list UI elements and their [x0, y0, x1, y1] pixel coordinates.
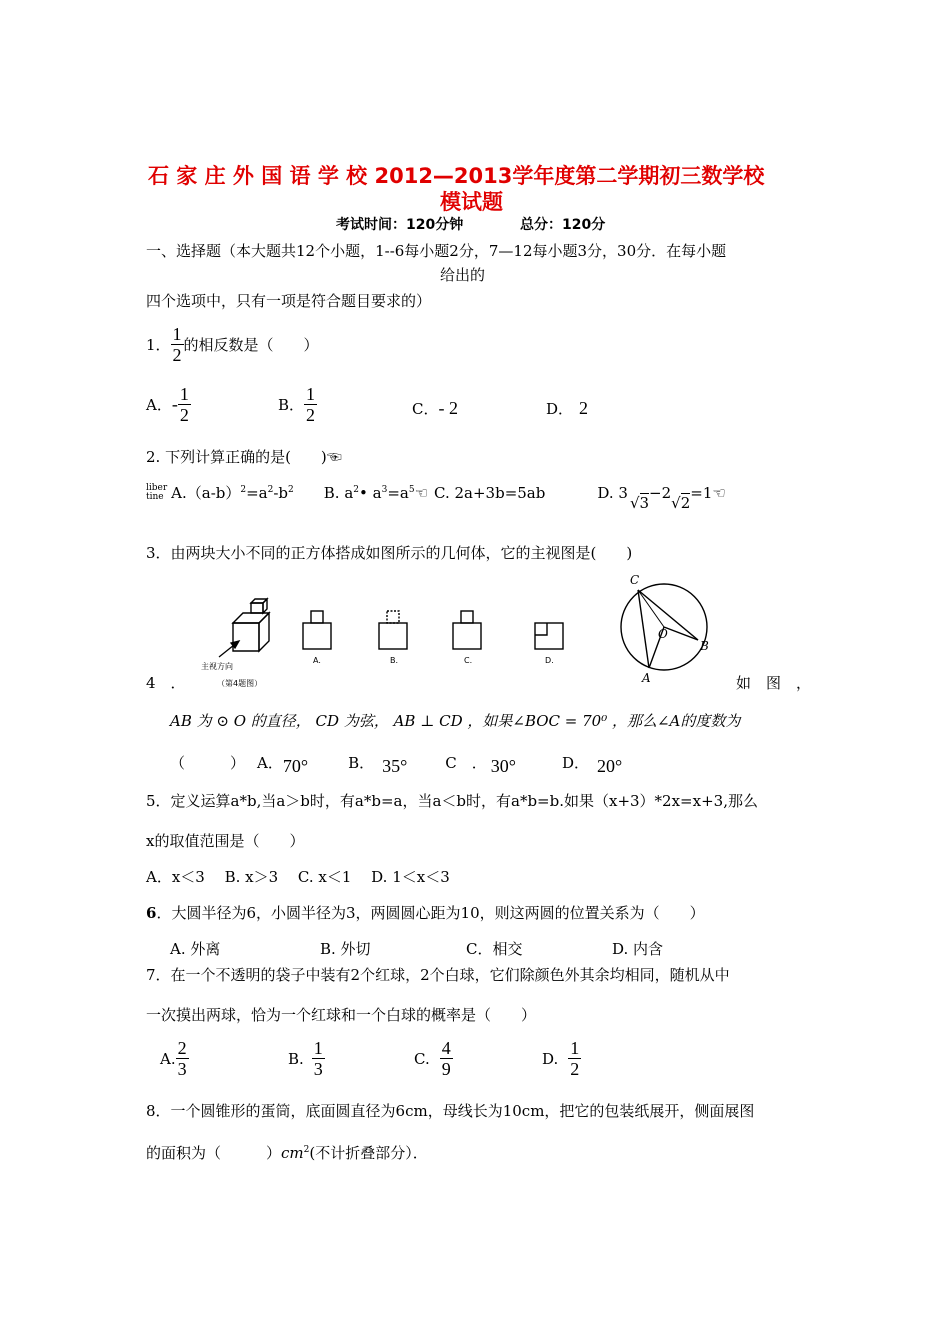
q2-d-r1: 3 [639, 493, 650, 512]
question-3-stem: 3．由两块大小不同的正方体搭成如图所示的几何体，它的主视图是( ) [146, 544, 633, 562]
q7-a-num: 2 [177, 1038, 187, 1058]
question-6 [146, 902, 705, 923]
q2-option-d [597, 483, 726, 512]
total-score: 总分：120分 [520, 217, 606, 233]
section-intro-line3: 四个选项中，只有一项是符合题目要求的） [146, 292, 432, 310]
q8-line2a: 的面积为（ ） [146, 1144, 282, 1162]
section-intro-line1: 一、选择题（本大题共12个小题，1--6每小题2分，7—12每小题3分，30分．在每小题 [146, 242, 727, 260]
q7-c-fraction [440, 1038, 453, 1079]
q4-ru-tu: 如 图 ， [736, 674, 812, 692]
q1-b-label: B． [278, 396, 305, 414]
q3-figure [195, 595, 585, 690]
q3-option-a-label: A. [313, 656, 321, 665]
q2-d-mid: −2 [649, 483, 672, 502]
point-a-label: A [642, 671, 651, 685]
q1-c-value: - 2 [438, 398, 458, 418]
q1-fraction [171, 324, 184, 365]
q4-c-value: 30° [490, 756, 516, 776]
q1-a-den: 2 [179, 405, 189, 425]
q7-a-label: A. [160, 1049, 176, 1068]
q3-option-b-shape [379, 611, 407, 649]
q4-d-value: 20° [597, 756, 623, 776]
q2-stem: 2. 下列计算正确的是( ) [146, 448, 327, 466]
q3-option-c-shape [453, 611, 481, 649]
page-title: 石 家 庄 外 国 语 学 校 2012—2013学年度第二学期初三数学校 [148, 164, 765, 188]
chord-cb [638, 590, 698, 640]
q6-option-c: C．相交 [466, 940, 523, 958]
q7-option-d [542, 1038, 581, 1079]
liber-bot: tine [146, 491, 164, 502]
hand-pointer-icon: ☜ [414, 483, 429, 502]
q2-d-root1: √3 [629, 493, 650, 512]
q4-c-label: C ． [445, 754, 487, 772]
q2-a-text: A.（a-b） [171, 484, 241, 502]
point-o-label: O [658, 627, 668, 641]
q3-option-d-label: D. [545, 656, 554, 665]
q6-number: 6 [146, 904, 157, 922]
q7-d-num: 1 [570, 1038, 580, 1058]
q1-frac-den: 2 [172, 345, 182, 365]
q7-option-a [160, 1038, 189, 1079]
q2-a-tail2: -b [273, 484, 289, 502]
q1-frac-num: 1 [172, 324, 182, 344]
q4-options [170, 752, 623, 776]
q4-number: 4 ． [146, 674, 186, 692]
q2-d-tail: =1 [690, 483, 713, 502]
q2-a-sup1: 2 [240, 485, 247, 495]
q7-c-den: 9 [441, 1059, 451, 1079]
q1-d-value: 2 [579, 398, 589, 418]
q1-option-a [146, 384, 191, 425]
q5-options: A．x＜3 B. x＞3 C. x＜1 D. 1＜x＜3 [146, 868, 450, 886]
q7-b-den: 3 [313, 1059, 323, 1079]
q6-stem: ．大圆半径为6，小圆半径为3，两圆圆心距为10，则这两圆的位置关系为（ ） [156, 904, 705, 922]
q2-d-text: D. 3 [597, 483, 628, 502]
q1-b-den: 2 [306, 405, 316, 425]
q7-a-den: 3 [177, 1059, 187, 1079]
q3-option-c-label: C. [464, 656, 473, 665]
q2-b-sup1: 2 [353, 484, 360, 495]
q2-b-text: B. a [323, 483, 354, 502]
q7-d-fraction [568, 1038, 581, 1079]
q1-option-b [278, 384, 317, 425]
q8-unit: cm [281, 1144, 304, 1162]
q1-a-label: A． [146, 396, 172, 414]
q7-d-den: 2 [570, 1059, 580, 1079]
q7-a-fraction [176, 1038, 189, 1079]
q8-line1: 8．一个圆锥形的蛋筒，底面圆直径为6cm，母线长为10cm，把它的包装纸展开，侧面展图 [146, 1102, 755, 1120]
q3-option-d-shape [535, 623, 563, 649]
q7-b-num: 1 [313, 1038, 323, 1058]
q2-a-sup3: 2 [288, 485, 294, 495]
question-2-options [146, 482, 726, 512]
q2-d-root2: √2 [671, 493, 691, 512]
q4-b-label: B． [348, 754, 375, 772]
q7-c-num: 4 [441, 1038, 451, 1058]
q3-figure-caption: （第4题图） [217, 679, 263, 688]
view-direction-label: 主视方向 [201, 662, 233, 671]
q1-c-label: C． [412, 400, 439, 418]
q3-option-b-label: B. [390, 656, 399, 665]
q7-d-label: D. [542, 1049, 559, 1068]
q4-a-value: 70° [282, 756, 309, 776]
segment-ob [664, 627, 698, 640]
q7-c-label: C. [414, 1049, 430, 1068]
q1-d-label: D． [546, 400, 574, 418]
hand-pointer-icon: ☜ [712, 483, 726, 502]
view-direction-arrow [219, 641, 239, 657]
q1-a-num: 1 [179, 384, 189, 404]
question-2-stem [146, 446, 342, 467]
q2-option-a [171, 482, 294, 503]
q5-line1: 5．定义运算a*b,当a＞b时，有a*b=a，当a＜b时，有a*b=b.如果（x+3）*2x=x+3,那么 [146, 792, 758, 810]
q4-b-value: 35° [382, 756, 408, 776]
q2-b-mid: • a [359, 483, 382, 502]
q2-d-r2: 2 [680, 493, 691, 512]
q6-option-b: B. 外切 [320, 940, 371, 958]
liber-top: liber [146, 482, 168, 493]
question-1 [146, 324, 319, 365]
q1-stem: 的相反数是（ ） [183, 336, 319, 354]
page-title-line2: 模试题 [440, 190, 503, 214]
q7-option-b [288, 1038, 325, 1079]
q4-a-label: A． [257, 754, 283, 772]
q6-option-a: A. 外离 [170, 940, 221, 958]
q7-option-c [414, 1038, 453, 1079]
q4-blank: （ ） [170, 754, 246, 772]
q7-b-label: B. [288, 1049, 304, 1068]
q1-number: 1． [146, 336, 171, 354]
chord-ca [638, 590, 649, 668]
q1-option-d [546, 398, 588, 419]
q2-option-b [324, 484, 428, 502]
q7-line1: 7．在一个不透明的袋子中装有2个红球，2个白球，它们除颜色外其余均相同，随机从中 [146, 966, 730, 984]
q2-a-tail: =a [246, 484, 268, 502]
q1-b-num: 1 [306, 384, 316, 404]
q1-option-c [412, 398, 458, 419]
q1-a-fraction [178, 384, 191, 425]
q1-a-sign: - [171, 394, 178, 414]
q7-b-fraction [312, 1038, 325, 1079]
q2-b-sup3: 5 [408, 484, 415, 495]
q1-b-fraction [304, 384, 317, 425]
q2-b-tail: =a [387, 483, 409, 502]
q6-option-d: D. 内含 [612, 940, 664, 958]
q4-stem: AB 为 ⊙ O 的直径， CD 为弦， AB ⊥ CD ，如果∠BOC = 70⁰ ，那么∠A的度数为 [170, 712, 741, 730]
q8-line2c: (不计折叠部分）． [309, 1144, 428, 1162]
q2-a-sup2: 2 [267, 485, 274, 495]
q4-d-label: D． [561, 754, 590, 772]
hand-pointer-icon: ☜ [326, 448, 342, 466]
exam-time: 考试时间：120分钟 [336, 217, 464, 233]
q5-line2: x的取值范围是（ ） [146, 832, 305, 850]
point-b-label: B [700, 639, 709, 653]
q4-circle-figure [612, 568, 722, 686]
q8-unit-sup: 2 [303, 1145, 310, 1155]
q3-option-a-shape [303, 611, 331, 649]
point-c-label: C [630, 573, 640, 587]
q2-b-sup2: 3 [381, 484, 388, 495]
q8-line2 [146, 1142, 428, 1163]
liber-tine-mark [146, 484, 167, 502]
q2-option-c: C. 2a+3b=5ab [434, 483, 546, 502]
section-intro-line2: 给出的 [440, 266, 486, 284]
q7-line2: 一次摸出两球，恰为一个红球和一个白球的概率是（ ） [146, 1006, 537, 1024]
